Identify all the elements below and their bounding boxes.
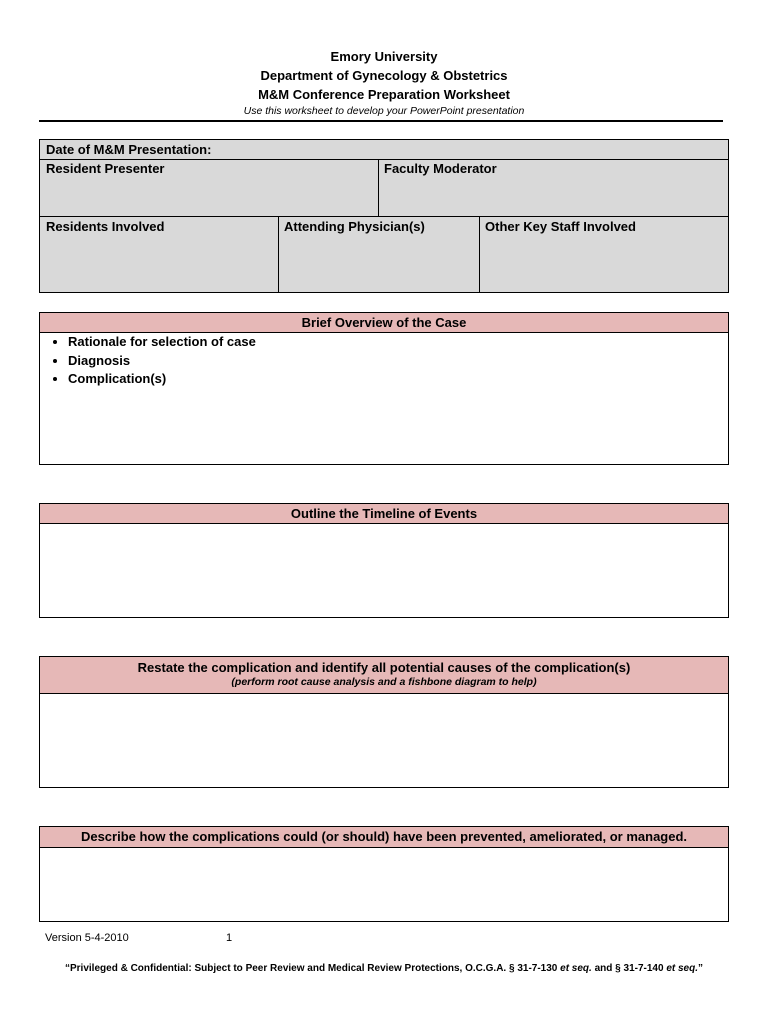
worksheet-instruction: Use this worksheet to develop your PowerPoint presentation xyxy=(243,105,525,117)
legal-text: and § 31-7-140 xyxy=(591,963,667,974)
residents-involved-label: Residents Involved xyxy=(46,219,165,234)
confidentiality-notice xyxy=(0,963,768,974)
date-field[interactable] xyxy=(40,140,728,159)
list-item: • Complication(s) xyxy=(68,370,256,389)
legal-text: “Privileged & Confidential: Subject to Peer Review and Medical Review Protections, O.C.G.A. § 31-7-130 xyxy=(65,963,561,974)
causes-header xyxy=(40,657,728,694)
legal-text: ” xyxy=(698,963,703,974)
legal-text: et seq. xyxy=(666,963,698,974)
list-item: • Rationale for selection of case xyxy=(68,333,256,352)
page-number: 1 xyxy=(226,932,233,944)
causes-section[interactable] xyxy=(39,656,729,788)
prevention-section[interactable] xyxy=(39,826,729,922)
timeline-header xyxy=(40,504,728,524)
resident-presenter-field[interactable] xyxy=(40,159,378,216)
prevention-title: Describe how the complications could (or should) have been prevented, ameliorated, or managed. xyxy=(80,829,688,844)
other-staff-field[interactable] xyxy=(479,217,728,293)
list-item: • Diagnosis xyxy=(68,352,256,371)
residents-involved-field[interactable] xyxy=(40,217,278,293)
worksheet-title: M&M Conference Preparation Worksheet xyxy=(258,87,510,102)
overview-bullets xyxy=(40,333,256,389)
attending-physician-label: Attending Physician(s) xyxy=(284,219,425,234)
faculty-moderator-label: Faculty Moderator xyxy=(384,161,497,176)
version-label: Version 5-4-2010 xyxy=(45,932,129,944)
university-name: Emory University xyxy=(330,49,438,64)
attending-physician-field[interactable] xyxy=(278,217,479,293)
faculty-moderator-field[interactable] xyxy=(378,159,728,216)
other-staff-label: Other Key Staff Involved xyxy=(485,219,636,234)
department-name: Department of Gynecology & Obstetrics xyxy=(260,68,508,83)
legal-text: et seq. xyxy=(560,963,592,974)
causes-note: (perform root cause analysis and a fishbone diagram to help) xyxy=(231,676,537,688)
resident-presenter-label: Resident Presenter xyxy=(46,161,165,176)
info-table xyxy=(39,139,729,293)
document-header xyxy=(0,47,768,118)
overview-header xyxy=(40,313,728,333)
prevention-header xyxy=(40,827,728,848)
overview-title: Brief Overview of the Case xyxy=(301,315,467,330)
overview-section[interactable] xyxy=(39,312,729,465)
header-rule xyxy=(39,120,723,122)
timeline-section[interactable] xyxy=(39,503,729,618)
causes-title: Restate the complication and identify all potential causes of the complication(s) xyxy=(137,660,631,675)
date-label: Date of M&M Presentation: xyxy=(46,142,212,157)
timeline-title: Outline the Timeline of Events xyxy=(290,506,478,521)
